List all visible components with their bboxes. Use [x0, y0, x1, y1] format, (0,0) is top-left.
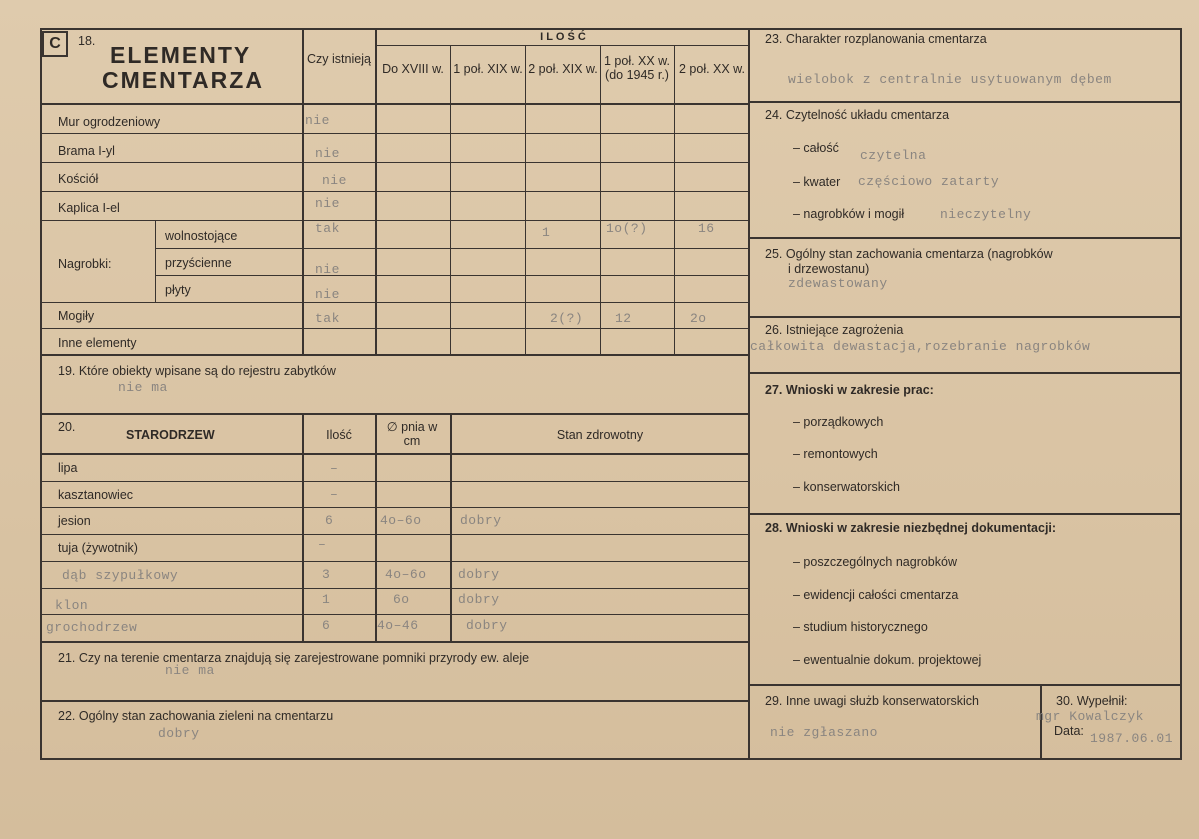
legibility-item: – kwater [793, 175, 841, 189]
rule [40, 561, 750, 562]
tree-diameter: 6o [393, 592, 410, 607]
column-header-q2: 1 poł. XIX w. [453, 62, 523, 76]
section-21-label: 21. Czy na terenie cmentarza znajdują się zarejestrowane pomniki przyrody ew. aleje [58, 651, 530, 665]
rule [40, 191, 750, 192]
rule [155, 248, 750, 249]
rule [40, 103, 750, 105]
legibility-value: nieczytelny [940, 207, 1032, 222]
tree-diameter: 4o–6o [380, 513, 422, 528]
row-label: przyścienne [165, 256, 232, 270]
rule [748, 237, 1182, 239]
rule [375, 413, 377, 642]
rule [748, 28, 750, 760]
section-19-label: 19. Które obiekty wpisane są do rejestru zabytków [58, 364, 336, 378]
tree-diameter: 4o–46 [377, 618, 419, 633]
rule [40, 28, 42, 760]
rule [40, 413, 750, 415]
tree-label: jesion [58, 514, 91, 528]
work-item: – konserwatorskich [793, 480, 900, 494]
tree-label: tuja (żywotnik) [58, 541, 138, 555]
section-26-label: 26. Istniejące zagrożenia [765, 323, 904, 337]
quantity-value: 16 [698, 221, 715, 236]
section-20-number: 20. [58, 420, 76, 434]
section-22-value: dobry [158, 726, 200, 741]
row-label: Mogiły [58, 309, 95, 323]
quantity-value: 2(?) [550, 311, 584, 326]
date-label: Data: [1054, 724, 1084, 738]
rule [40, 534, 750, 535]
rule [40, 453, 750, 455]
legibility-item: – nagrobków i mogił [793, 207, 905, 221]
section-number: 18. [78, 34, 96, 48]
section-29-value: nie zgłaszano [770, 725, 878, 740]
tree-health: dobry [466, 618, 508, 633]
legibility-value: częściowo zatarty [858, 174, 1000, 189]
section-badge: C [42, 31, 68, 57]
row-exists-value: tak [315, 311, 340, 326]
row-label: Kościół [58, 172, 99, 186]
column-header-q1: Do XVIII w. [382, 62, 444, 76]
rule [375, 45, 750, 46]
tree-diameter: 4o–6o [385, 567, 427, 582]
row-label: Brama I-yl [58, 144, 115, 158]
column-header-quantity: I L O Ś Ć [540, 31, 586, 43]
rule [748, 513, 1182, 515]
column-header-health: Stan zdrowotny [556, 428, 644, 442]
rule [748, 28, 1182, 30]
tree-qty: 6 [325, 513, 334, 528]
quantity-value: 1 [542, 225, 551, 240]
quantity-value: 12 [615, 311, 632, 326]
row-exists-value: nie [322, 173, 347, 188]
tree-label-typed: klon [55, 598, 89, 613]
row-exists-value: nie [305, 113, 330, 128]
row-label: płyty [165, 283, 191, 297]
section-30-label: 30. Wypełnił: [1056, 694, 1128, 708]
work-item: – remontowych [793, 447, 878, 461]
row-exists-value: tak [315, 221, 340, 236]
quantity-value: 2o [690, 311, 707, 326]
rule [302, 413, 304, 642]
legibility-item: – całość [793, 141, 839, 155]
row-exists-value: nie [315, 287, 340, 302]
row-exists-value: nie [315, 262, 340, 277]
rule [155, 275, 750, 276]
column-header-exists: Czy istnieją [307, 52, 371, 66]
row-label: Kaplica I-el [58, 201, 120, 215]
rule [748, 684, 1182, 686]
tree-label: kasztanowiec [58, 488, 134, 502]
rule [40, 758, 1182, 760]
rule [40, 614, 750, 615]
form-title-line2: CMENTARZA [102, 67, 264, 93]
column-header-q5: 2 poł. XX w. [678, 62, 745, 76]
tree-qty: – [330, 461, 339, 476]
rule [674, 45, 675, 355]
tree-health: dobry [460, 513, 502, 528]
rule [450, 413, 452, 642]
filled-by-name: mgr Kowalczyk [1036, 709, 1144, 724]
section-24-label: 24. Czytelność układu cmentarza [765, 108, 950, 122]
column-header-qty: Ilość [326, 428, 352, 442]
rule [40, 162, 750, 163]
section-29-label: 29. Inne uwagi służb konserwatorskich [765, 694, 980, 708]
rule [600, 45, 601, 355]
rule [155, 220, 156, 303]
rule [748, 101, 1182, 103]
rule [40, 328, 750, 329]
column-header-q3: 2 poł. XIX w. [528, 62, 598, 76]
nagrobki-label: Nagrobki: [58, 257, 112, 271]
rule [40, 354, 750, 356]
rule [40, 700, 750, 702]
rule [40, 481, 750, 482]
rule [450, 45, 451, 355]
date-value: 1987.06.01 [1090, 731, 1174, 746]
rule [40, 588, 750, 589]
column-header-q4: 1 poł. XX w. (do 1945 r.) [603, 54, 670, 82]
section-26-value: całkowita dewastacja,rozebranie nagrobków [750, 339, 1091, 354]
section-25-label-line2: i drzewostanu) [788, 262, 870, 276]
row-label: Mur ogrodzeniowy [58, 115, 161, 129]
work-item: – porządkowych [793, 415, 884, 429]
tree-qty: 3 [322, 567, 331, 582]
legibility-value: czytelna [860, 148, 927, 163]
tree-label-typed: grochodrzew [46, 620, 138, 635]
rule [40, 133, 750, 134]
tree-qty: – [330, 487, 339, 502]
rule [525, 45, 526, 355]
section-21-value: nie ma [165, 663, 215, 678]
section-27-label: 27. Wnioski w zakresie prac: [765, 383, 934, 397]
row-label: wolnostojące [165, 229, 238, 243]
tree-label: lipa [58, 461, 78, 475]
rule [40, 302, 750, 303]
row-label: Inne elementy [58, 336, 137, 350]
rule [375, 28, 377, 355]
rule [40, 507, 750, 508]
form-title-line1: ELEMENTY [110, 42, 252, 68]
row-exists-value: nie [315, 146, 340, 161]
section-20-title: STARODRZEW [126, 428, 215, 442]
documentation-item: – poszczególnych nagrobków [793, 555, 957, 569]
section-23-label: 23. Charakter rozplanowania cmentarza [765, 32, 987, 46]
section-28-label: 28. Wnioski w zakresie niezbędnej dokumentacji: [765, 521, 1057, 535]
row-exists-value: nie [315, 196, 340, 211]
section-22-label: 22. Ogólny stan zachowania zieleni na cmentarzu [58, 709, 334, 723]
rule [302, 28, 304, 355]
quantity-value: 1o(?) [606, 221, 648, 236]
rule [40, 641, 750, 643]
rule [1180, 28, 1182, 760]
tree-health: dobry [458, 567, 500, 582]
tree-label-typed: dąb szypułkowy [62, 568, 179, 583]
column-header-diameter: ∅ pnia w cm [386, 420, 438, 448]
section-19-value: nie ma [118, 380, 168, 395]
tree-qty: 1 [322, 592, 331, 607]
tree-health: dobry [458, 592, 500, 607]
documentation-item: – ewidencji całości cmentarza [793, 588, 959, 602]
rule [748, 316, 1182, 318]
documentation-item: – studium historycznego [793, 620, 928, 634]
documentation-item: – ewentualnie dokum. projektowej [793, 653, 982, 667]
rule [748, 372, 1182, 374]
section-25-label: 25. Ogólny stan zachowania cmentarza (nagrobków [765, 247, 1053, 261]
tree-qty: – [318, 537, 327, 552]
tree-qty: 6 [322, 618, 331, 633]
section-25-value: zdewastowany [788, 276, 888, 291]
section-23-value: wielobok z centralnie usytuowanym dębem [788, 72, 1112, 87]
